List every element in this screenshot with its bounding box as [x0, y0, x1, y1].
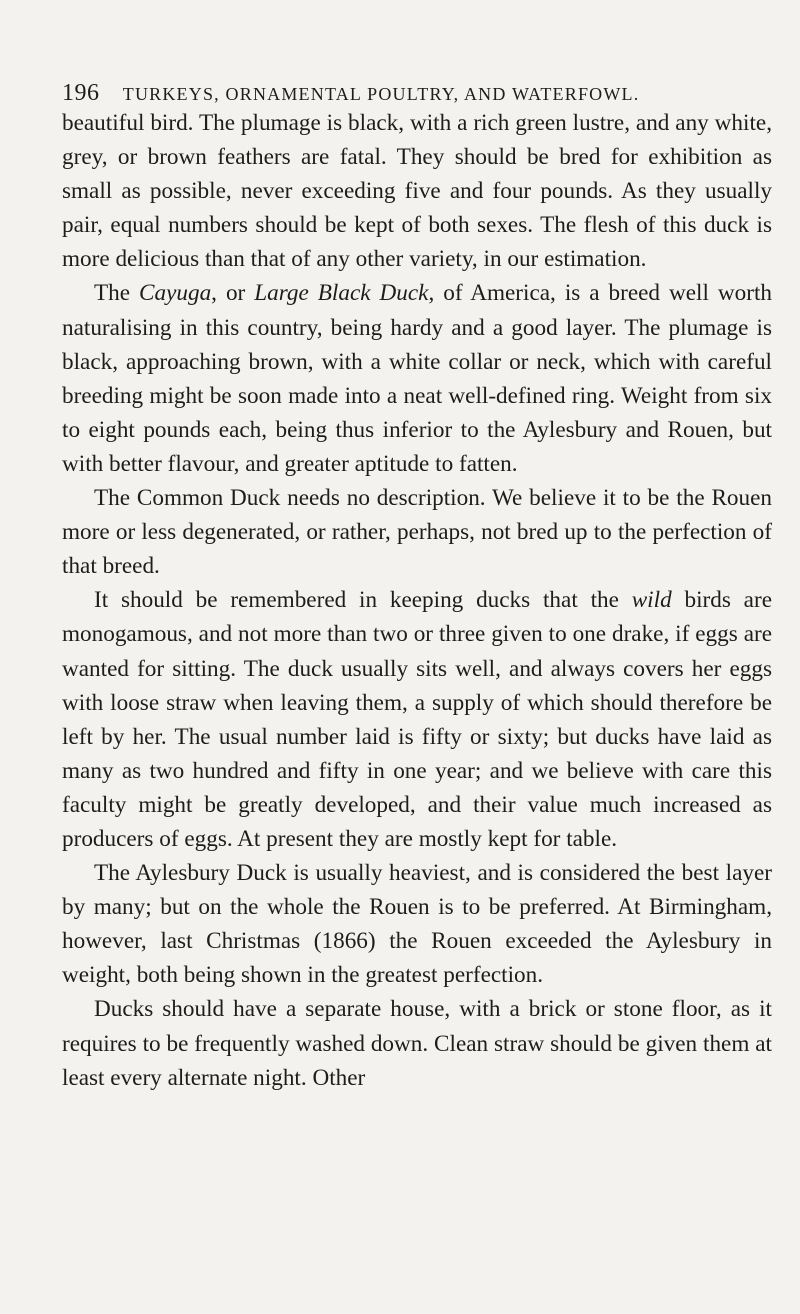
- paragraph-2: [62, 276, 772, 481]
- page-number: 196: [62, 80, 100, 106]
- breed-name-cayuga: Cayuga: [139, 280, 212, 307]
- emphasis-wild: wild: [631, 587, 672, 614]
- page-header: [62, 80, 762, 107]
- paragraph-2-joiner: , or: [211, 280, 255, 307]
- paragraph-4-rest: birds are monogamous, and not more than two or three given to one drake, if eggs are wanted for sitting. The duck usually sits well, and always covers her eggs with loose straw when leaving them, a supply of which should therefore be left by her. The usual number laid is fifty or sixty; but ducks have laid as many as two hundred and fifty in one year; and we believe with care this faculty might be greatly developed, and their value much increased as producers of eggs. At present they are mostly kept for table.: [62, 587, 772, 852]
- paragraph-5: The Aylesbury Duck is usually heaviest, and is considered the best layer by many; but on the whole the Rouen is to be preferred. At Birmingham, however, last Christmas (1866) the Rouen exceeded the Aylesbury in weight, both being shown in the greatest perfection.: [62, 860, 772, 989]
- running-title: TURKEYS, ORNAMENTAL POULTRY, AND WATERFOWL.: [122, 84, 640, 104]
- breed-name-large-black-duck: Large Black Duck: [254, 280, 429, 307]
- paragraph-1: beautiful bird. The plumage is black, with a rich green lustre, and any white, grey, or brown feathers are fatal. They should be bred for exhibition as small as possible, never exceeding five and four pounds. As they usually pair, equal numbers should be kept of both sexes. The flesh of this duck is more delicious than that of any other variety, in our estimation.: [62, 110, 772, 273]
- paragraph-6: Ducks should have a separate house, with a brick or stone floor, as it requires to be frequently washed down. Clean straw should be given them at least every alternate night. Other: [62, 996, 772, 1091]
- paragraph-2-lead: The: [94, 280, 140, 307]
- paragraph-4: [62, 583, 772, 856]
- body-text: [62, 106, 772, 1095]
- paragraph-4-lead: It should be remembered in keeping ducks that the: [94, 587, 632, 614]
- paragraph-3: The Common Duck needs no description. We believe it to be the Rouen more or less degenerated, or rather, perhaps, not bred up to the perfection of that breed.: [62, 485, 772, 580]
- paragraph-2-rest: , of America, is a breed well worth naturalising in this country, being hardy and a good layer. The plumage is black, approaching brown, with a white collar or neck, which with careful breeding might be soon made into a neat well-defined ring. Weight from six to eight pounds each, being thus inferior to the Aylesbury and Rouen, but with better flavour, and greater aptitude to fatten.: [62, 280, 772, 477]
